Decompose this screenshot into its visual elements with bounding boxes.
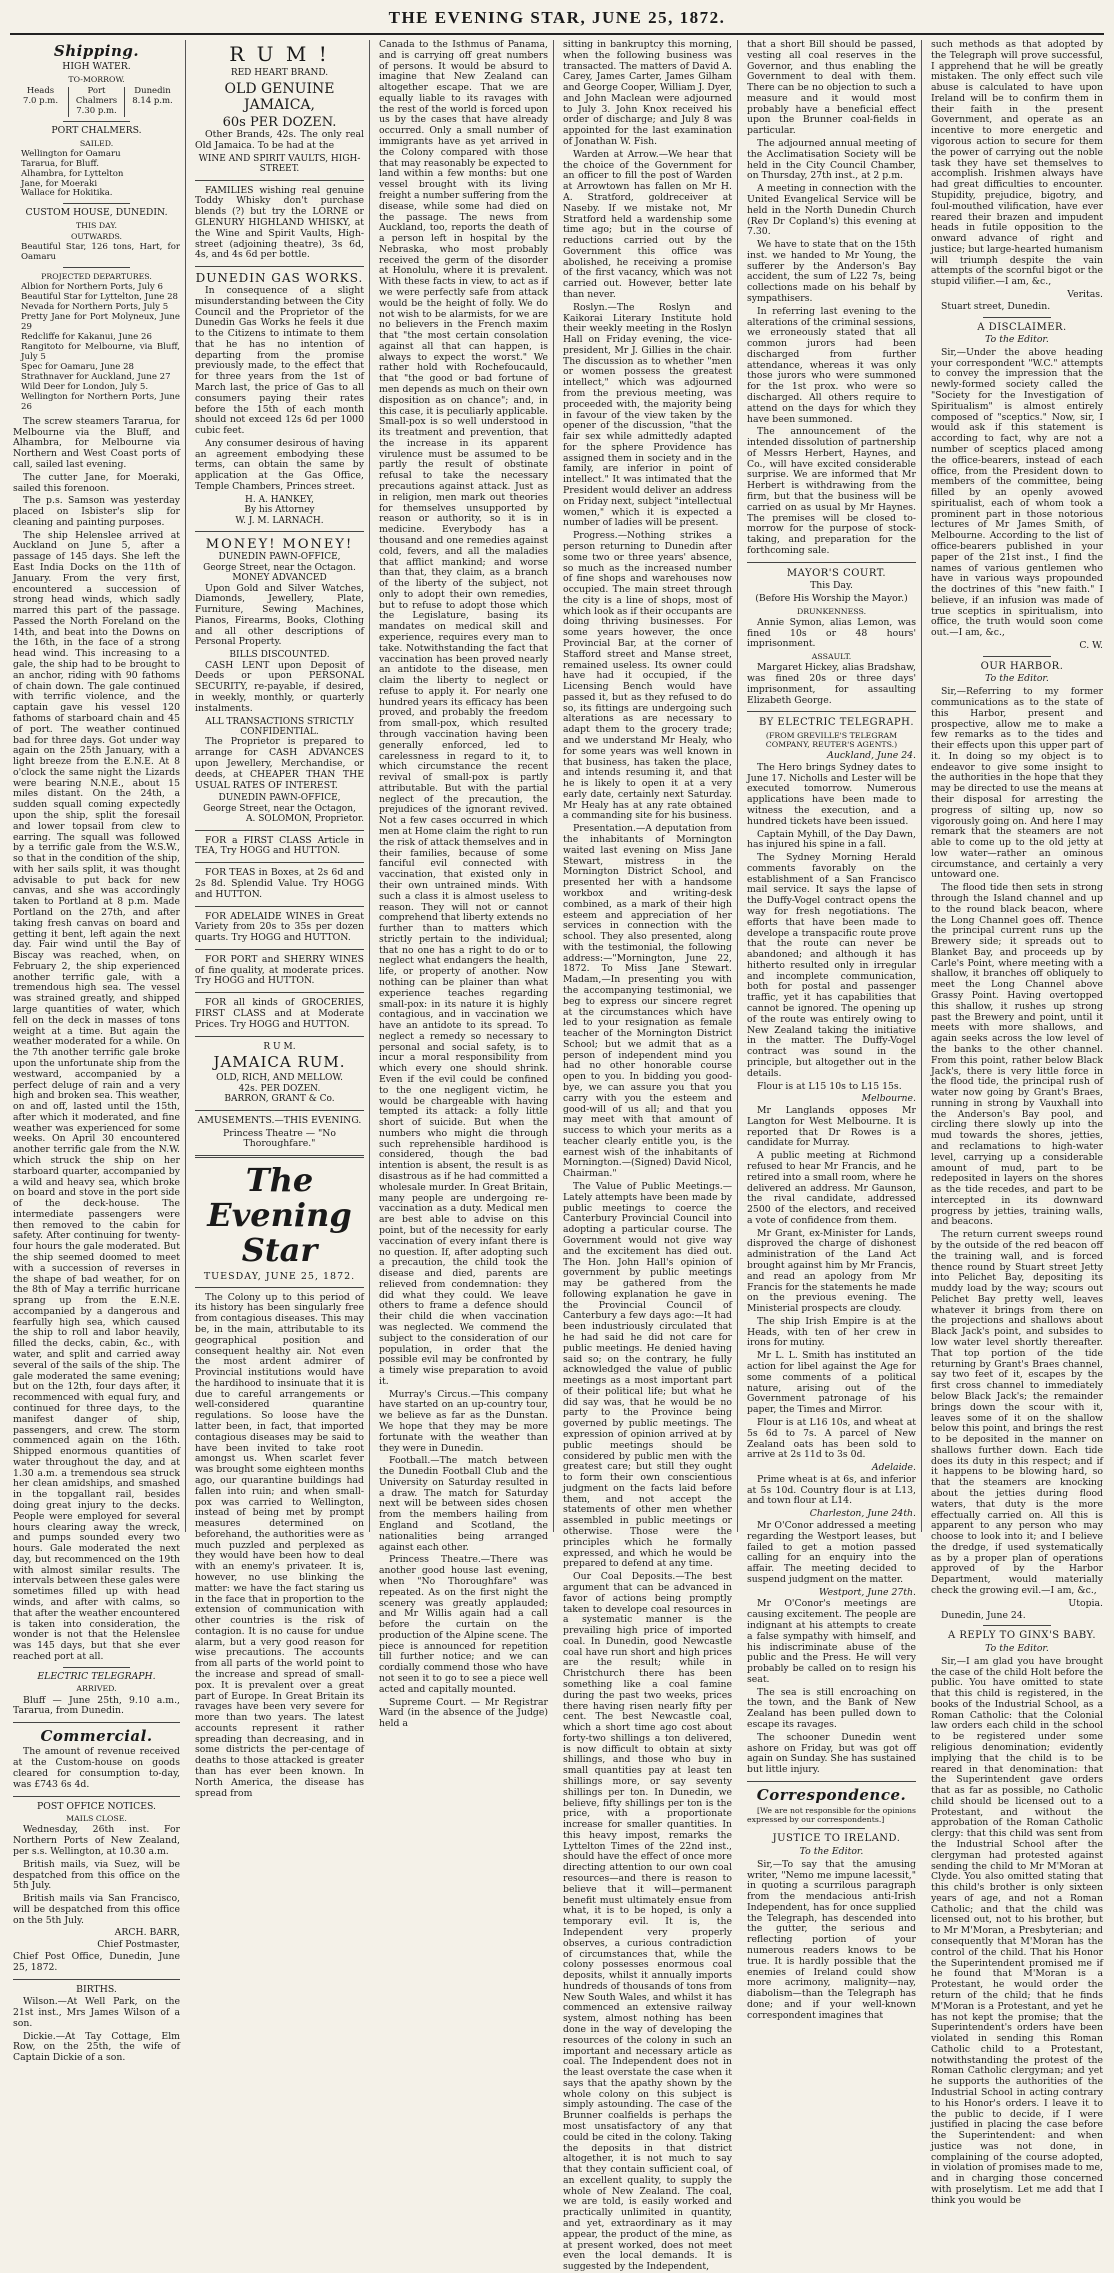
- divider: [195, 531, 364, 532]
- drunkenness-heading: DRUNKENNESS.: [796, 606, 867, 616]
- list-item: Wellington for Northern Ports, June 26: [21, 391, 180, 412]
- signature: Utopia.: [1068, 1597, 1103, 1609]
- divider: [13, 1979, 180, 1980]
- signature: BARRON, GRANT & Co.: [224, 1094, 335, 1105]
- list-item: Wallace for Hokitika.: [21, 188, 113, 199]
- dateline: Westport, June 27th.: [818, 1586, 916, 1598]
- telegram: Flour is at L16 10s, and wheat at 5s 6d to 7s. A parcel of New Zealand oats has been sold to arrive at 2s 11d to 3s 0d.: [747, 1416, 916, 1461]
- masthead: [0, 0, 1114, 36]
- tide-table: [13, 87, 180, 117]
- divider: [747, 711, 916, 712]
- letter-heading: OUR HARBOR.: [980, 660, 1064, 672]
- money-text: Upon Gold and Silver Watches, Diamonds, Jewellery, Plate, Furniture, Sewing Machines, Pianos, Firearms, Books, Clothing and all other descriptions of Personal Property.: [195, 582, 364, 648]
- signature: Chief Postmaster,: [97, 1939, 180, 1951]
- divider: [195, 1155, 364, 1158]
- news-paragraph: that a short Bill should be passed, vesting all coal reserves in the Governor, and thus enabling the Government to deal with them. There can be no objection to such a measure and it would most probably have a beneficial effect upon the Brunner coal-fields in particular.: [747, 39, 916, 137]
- shipping-paragraph: The cutter Jane, for Moeraki, sailed this forenoon.: [13, 471, 180, 494]
- list-item: Strathnaver for Auckland, June 27: [21, 371, 171, 382]
- divider: [63, 203, 130, 204]
- this-day-label: This Day.: [810, 580, 853, 592]
- divider: [63, 267, 130, 268]
- signature: Veritas.: [1067, 288, 1103, 300]
- gas-text: Any consumer desirous of having an agreement embodying these terms, can obtain the same by application at the Gas Office, Temple Chambers, Princes street.: [195, 437, 364, 493]
- whisky-advert: FAMILIES wishing real genuine Toddy Whisky don't purchase blends (?) but try the LORNE or GLENURY HIGHLAND WHISKY, at the Wine and Spirit Vaults, High-street (adjoining theatre), 3s 6d, 4s, and 4s 6d per bottle.: [195, 184, 364, 261]
- money-advert: [195, 537, 364, 825]
- electric-telegraph-heading: BY ELECTRIC TELEGRAPH.: [758, 717, 915, 729]
- letter-text-continued: such methods as that adopted by the Telegraph will prove successful, I apprehend that he will be greatly mistaken. The only effect such vile abuse is calculated to have upon Ireland will be to confirm them in their faith in the present Government, and operate as an incentive to more energetic and vigorous action to secure for them the power of carrying out the noble task they have set themselves to accomplish. Irishmen always have had great difficulties to encounter. Stupidity, prejudice, bigotry, and foul-mouthed vilification, have ever reared their brazen and impudent heads in futile opposition to the onward advance of right and justice; but large-hearted humanism will triumph despite the vain attempts of the scornful bigot or the stupid vilifier.—I am, &c.,: [931, 39, 1103, 288]
- tide-dunedin: [124, 87, 180, 117]
- port-chalmers-heading: PORT CHALMERS.: [51, 124, 142, 136]
- outwards-label: OUTWARDS.: [70, 232, 123, 242]
- news-paragraph: Supreme Court. — Mr Registrar Ward (in the absence of the Judge) held a: [379, 1696, 548, 1730]
- sailed-label: SAILED.: [79, 138, 114, 148]
- rum-title: OLD GENUINE JAMAICA,: [224, 80, 335, 113]
- arrived-label: ARRIVED.: [76, 1684, 117, 1694]
- hogg-advert: FOR TEAS in Boxes, at 2s 6d and 2s 8d. Splendid Value. Try HOGG and HUTTON.: [195, 867, 364, 900]
- rum-heading: R U M !: [229, 42, 330, 66]
- news-paragraph: Presentation.—A deputation from the inhabitants of Mornington waited last evening on Miss Jane Stewart, mistress in the Mornington District School, and presented her with a handsome workbox and writing-desk combined, as a mark of their high esteem and appreciation of her services in connection with the school. They also presented, along with the testimonial, the following address:—"Mornington, June 22, 1872. To Miss Jane Stewart. Madam,—In presenting you with the accompanying testimonial, we beg to express our sincere regret at the circumstances which have led to your resignation as female teacher of the Mornington District School; but we admit that as a person of independent mind you had no other honorable course open to you. In bidding you good-bye, we can assure you that you carry with you the esteem and good-will of us all; and that you may meet with that amount of success to which your merits as a teacher clearly entitle you, is the earnest wish of the inhabitants of Mornington.—(Signed) David Nicol, Chairman.": [563, 823, 732, 1180]
- signature-place: Chief Post Office, Dunedin, June 25, 1872.: [13, 1950, 180, 1973]
- column-rule: [553, 40, 554, 1532]
- list-item: Wellington for Oamaru: [21, 148, 121, 159]
- masthead-title: THE EVENING STAR, JUNE 25, 1872.: [388, 8, 726, 27]
- tide-time: 7.30 p.m.: [76, 105, 117, 116]
- list-item: Rangitoto for Melbourne, via Bluff, July 5: [21, 342, 180, 363]
- list-item: Redcliffe for Kakanui, June 26: [21, 332, 152, 343]
- news-paragraph: The adjourned annual meeting of the Acclimatisation Society will be held in the City Council Chamber, on Thursday, 27th inst., at 2 p.m.: [747, 138, 916, 182]
- high-water-heading: HIGH WATER.: [62, 61, 131, 73]
- telegram: The ship Irish Empire is at the Heads, with ten of her crew in irons for mutiny.: [747, 1315, 916, 1349]
- letter-text: The return current sweeps round by the outside of the red beacon off the training wall, and is forced thence round by Stuart street Jetty into Pelichet Bay, depositing its muddy load by the way; scours out Pelichet Bay pretty well, leaves whatever it brings from there on the projections and shallows about Black Jack's point, and subsides to low water level shortly thereafter. That top portion of the tide returning by Grant's Braes channel, say two feet of it, escapes by the first cross channel to immediately below Black Jack's; the remainder brings down the scour with it, leaves some of it on the shallow below this point, and brings the rest to be deposited in the manner on shallows further down. Each tide does its duty in this respect; and if it happens to be blowing hard, so that the steamers are knocking about the jetties during flood waters, that duty is the more effectually carried on. All this is apparent to any person who may choose to look into it; and I believe the dredge, if used systematically as by a proper plan of operations approved of by the Harbor Department, would materially check the growing evil.—I am, &c.,: [931, 1229, 1103, 1596]
- dateline: Melbourne.: [861, 1093, 916, 1105]
- court-item: Annie Symon, alias Lemon, was fined 10s or 48 hours' imprisonment.: [747, 616, 916, 650]
- leader-article: The Colony up to this period of its history has been singularly free from contagious diseases. This may be, in the main, attributable to its geographical position and consequent healthy air. Not even the most ardent admirer of Provincial institutions would have the hardihood to insinuate that it is due to careful arrangements or well-considered quarantine regulations. So loose have the latter been, in fact, that imported contagious diseases may be said to have been invited to take root amongst us. When scarlet fever was brought some eighteen months ago, our quarantine buildings had fallen into ruin; and when small-pox was carried to Wellington, instead of being met by prompt measures determined on beforehand, the authorities were as much puzzled and perplexed as they would have been how to deal with an enemy's privateer. It is, however, no use blinking the matter: we have the fact staring us in the face that in proportion to the extension of communication with other countries is the risk of contagion. It is no cause for undue alarm, but a very good reason for wise precautions. The accounts from all parts of the world point to the increase and spread of small-pox. It is prevalent over a great part of Europe. In Great Britain its ravages have been very severe for more than two years. The latest accounts represent it rather spreading than decreasing, and in some districts the per-centage of deaths to those attacked is greater than has ever been known. In North America, the disease has spread from: [195, 1291, 364, 1799]
- arrived-item: Bluff — June 25th, 9.10 a.m., Tararua, from Dunedin.: [13, 1694, 180, 1717]
- dateline: Adelaide.: [871, 1462, 916, 1474]
- rum-vaults: WINE AND SPIRIT VAULTS, HIGH-STREET.: [198, 153, 361, 175]
- column-2: [190, 40, 369, 1799]
- column-rule: [737, 40, 738, 1532]
- list-item: Jane, for Moeraki: [21, 178, 98, 189]
- divider: [13, 1722, 180, 1723]
- rum-price: 60s PER DOZEN.: [222, 115, 337, 131]
- tide-place: Port Chalmers: [75, 86, 118, 107]
- pawn-address: George Street, near the Octagon,: [203, 803, 356, 814]
- list-item: Spec for Oamaru, June 28: [21, 362, 135, 372]
- column-rule: [369, 40, 370, 1532]
- news-paragraph: Murray's Circus.—This company have started on an up-country tour, we believe as far as the Dunstan. We hope that they may be more fortunate with the weather than they were in Dunedin.: [379, 1388, 548, 1454]
- signature: H. A. HANKEY,: [245, 494, 314, 505]
- rum-advert: [195, 43, 364, 175]
- news-paragraph: Our Coal Deposits.—The best argument that can be advanced in favor of actions being promptly taken to develope coal resources in a systematic manner is the prevailing high price of imported coal. In Dunedin, good Newcastle coal have run short and high prices are the result; while in Christchurch there has been something like a coal famine during the past two weeks, prices there having risen nearly fifty per cent. The best Newcastle coal, which a short time ago cost about forty-two shillings a ton delivered, is now difficult to obtain at sixty shillings, and those who buy in small quantities pay at least ten shillings more, or say seventy shillings per ton. In Dunedin, we believe, fifty shillings per ton is the price, with a proportionate increase for smaller quantities. In this heavy impost, remarks the Lyttelton Times of the 22nd inst., should have the effect of once more directing attention to our own coal resources—and there is reason to believe that it will—permanent benefit must ultimately ensue from what, it is to be hoped, is only a temporary evil. It is, the Independent very properly observes, a curious contradiction of circumstances that, while the colony possesses enormous coal deposits, whilst it annually imports hundreds of thousands of tons from New South Wales, and whilst it has commenced an extensive railway system, almost nothing has been done in the way of developing the resources of the colony in such an important and necessary article as coal. The Independent does not in the least overstate the case when it says that the apathy shown by the whole colony on this subject is simply astounding. The case of the Brunner coalfields is perhaps the most unsatisfactory of any that could be cited in the colony. Taking the deposits in that district altogether, it is not much to say that they contain sufficient coal, of an excellent quality, to supply the whole of New Zealand. The coal, we are told, is easily worked and practically unlimited in quantity, and yet, extraordinary as it may appear, the product of the mine, as at present worked, does not meet even the local demands. It is suggested by the Independent,: [563, 1571, 732, 2273]
- correspondence-note: [We are not responsible for the opinions expressed by our correspondents.]: [747, 1806, 916, 1825]
- tomorrow-label: TO-MORROW.: [68, 75, 125, 85]
- birth-notice: Dickie.—At Tay Cottage, Elm Row, on the 25th, the wife of Captain Dickie of a son.: [13, 2030, 180, 2064]
- court-item: Margaret Hickey, alias Bradshaw, was fined 20s or three days' imprisonment, for assaulting Elizabeth George.: [747, 662, 916, 706]
- shipping-paragraph: The p.s. Samson was yesterday placed on Isbister's slip for cleaning and painting purposes.: [13, 495, 180, 528]
- paper-date: TUESDAY, JUNE 25, 1872.: [203, 1270, 356, 1282]
- list-item: Pretty Jane for Port Molyneux, June 29: [21, 312, 180, 333]
- post-office-paragraph: British mails, via Suez, will be despatched from this office on the 5th July.: [13, 1858, 180, 1892]
- telegram: Mr O'Conor addressed a meeting regarding the Westport leases, but failed to get a motion passed calling for an enquiry into the affair. The meeting decided to suspend judgment on the matter.: [747, 1519, 916, 1585]
- list-item: Beautiful Star, 126 tons, Hart, for Oamaru: [21, 242, 180, 263]
- correspondence-heading: Correspondence.: [756, 1785, 907, 1804]
- letter-text: Sir,—To say that the amusing writer, "Nemo me impune lacessit," in quoting a scurrilous paragraph from the mendacious anti-Irish Independent, has for once supplied the Telegraph, has descended into the gutter, the serious and reflecting portion of your numerous readers knows to be true. It is hardly possible that the enemies of Ireland could show more acrimony, malignity—nay, diabolism—than the Telegraph has done; and if your well-known correspondent imagines that: [747, 1858, 916, 2021]
- divider: [195, 266, 364, 267]
- divider: [983, 317, 1052, 318]
- to-editor: To the Editor.: [799, 1845, 864, 1857]
- list-item: Nevada for Northern Ports, July 5: [21, 302, 169, 313]
- letter-text: The flood tide then sets in strong through the Island channel and up to the round black beacon, where the Long Channel goes off. Thence the principal current runs up the Brewery side; it spreads out to Blanket Bay, and proceeds up by Carle's Point, where meeting with a shallow, it branches off obliquely to meet the Long Channel above Grassy Point. Having overtopped this shallow, it rushes up strong past the Brewery and point, until it meets with more shallows, and again seeks across the low level of the banks to the other channel. From this point, rather below Black Jack's, there is very little force in the flood tide, the principal rush of water now going by Grant's Braes, running in strong by Vauxhall into the Anderson's Bay pool, and circling there slowly up into the mud towards the shores, jetties, and reclamations to high-water level, carrying up a considerable amount of mud, part to be redeposited in layers on the shores as the tide recedes, and part to be intercepted in its downward progress by jetties, training walls, and beacons.: [931, 882, 1103, 1228]
- news-paragraph: sitting in bankruptcy this morning, when the following business was transacted. The matters of David A. Carey, James Carter, James Gilham and George Cooper, William J. Dyer, and John Maclean were adjourned to July 3. John Knox received his order of discharge; and July 8 was appointed for the last examination of Jonathan W. Fish.: [563, 39, 733, 148]
- column-rule: [185, 40, 186, 1532]
- telegram: The sea is still encroaching on the town, and the Bank of New Zealand has been pulled down to escape its ravages.: [747, 1686, 916, 1731]
- divider: [13, 1796, 180, 1797]
- news-paragraph: Roslyn.—The Roslyn and Kaikorai Literary Institute hold their weekly meeting in the Roslyn Hall on Friday evening, the vice-president, Mr J. Gillies in the chair. The discussion as to whether "men or women possess the greatest intellect," which was adjourned from the previous meeting, was proceeded with, the majority being in favour of the view taken by the opener of the discussion, "that the fair sex while admittedly adapted for the sphere Providence has assigned them in society and in the family, are inferior in point of intellect." It was intimated that the President would deliver an address on Friday next, subject "intellectual women," which it is expected a number of ladies will be present.: [563, 301, 732, 529]
- telegram: Prime wheat is at 6s, and inferior at 5s 10d. Country flour is at L13, and town flour at L14.: [747, 1473, 916, 1507]
- gas-heading: DUNEDIN GAS WORKS.: [195, 271, 364, 286]
- divider: [195, 906, 364, 907]
- divider: [63, 1667, 130, 1668]
- births-heading: BIRTHS.: [76, 1983, 117, 1995]
- telegram: A public meeting at Richmond refused to hear Mr Francis, and he retired into a small room, where he delivered an address. Mr Gaunson, the rival candidate, addressed 2500 of the electors, and received a vote of confidence from them.: [747, 1150, 916, 1226]
- divider: [798, 1828, 866, 1829]
- divider: [195, 992, 364, 993]
- divider: [747, 562, 916, 563]
- mayors-court-heading: MAYOR'S COURT.: [786, 567, 887, 579]
- shipping-paragraph: The screw steamers Tararua, for Melbourne via the Bluff, and Alhambra, for Melbourne via Northern and West Coast ports of call, sailed last evening.: [13, 415, 180, 470]
- signature-place: Dunedin, June 24.: [941, 1609, 1026, 1621]
- hogg-advert: FOR a FIRST CLASS Article in TEA, Try HOGG and HUTTON.: [195, 834, 364, 857]
- telegram: Mr L. L. Smith has instituted an action for libel against the Age for some comments of a political nature, arising out of the Government patronage of his paper, the Times and Mirror.: [747, 1350, 916, 1416]
- signature: ARCH. BARR,: [114, 1927, 180, 1939]
- commercial-heading: Commercial.: [40, 1727, 153, 1746]
- telegram: Mr O'Conor's meetings are causing excitement. The people are indignant at his attempts to create a false sympathy with himself, and his indiscriminate abuse of the public and the Press. He will very probably be called on to resign his seat.: [747, 1598, 916, 1685]
- rum-price: 42s. PER DOZEN.: [238, 1083, 321, 1094]
- letter-heading: JUSTICE TO IRELAND.: [772, 1833, 901, 1845]
- column-5: [742, 39, 921, 2021]
- column-4: [558, 39, 737, 2273]
- news-paragraph: Princess Theatre.—There was another good house last evening, when "No Thoroughfare" was repeated. As on the first night the scenery was greatly applauded; and Mr Willis again had a call before the curtain on the production of the Alpine scene. The piece is announced for repetition till further notice; and we can cordially commend those who have not seen it to go to see a piece well acted and capitally mounted.: [379, 1554, 548, 1695]
- gas-text: In consequence of a slight misunderstanding between the City Council and the Proprietor of the Dunedin Gas Works he feels it due to the Citizens to intimate to them that he has no intention of departing from the promise previously made, to the effect that for three years from the 1st of March last, the price of Gas to all consumers paying their rates before the 15th of each month should not exceed 12s 6d per 1000 cubic feet.: [195, 284, 364, 437]
- signature: C. W.: [1079, 640, 1103, 651]
- pawn-office: DUNEDIN PAWN-OFFICE,: [218, 793, 341, 804]
- tide-place: Heads: [26, 86, 55, 97]
- divider: [983, 656, 1052, 657]
- telegram: The Hero brings Sydney dates to June 17. Nicholls and Lester will be executed tomorrow. Numerous applications have been made to witness the execution, and a hundred tickets have been issued.: [747, 761, 916, 827]
- telegram: Captain Myhill, of the Day Dawn, has injured his spine in a fall.: [747, 828, 916, 851]
- leader-article-continued: Canada to the Isthmus of Panama, and is carrying off great numbers of persons. It would be absurd to imagine that New Zealand can altogether escape. That we are equally liable to its ravages with the rest of the world is forced upon us by the cases that have already occurred. Only a small number of immigrants have as yet arrived in the Colony compared with those that may reasonably be expected to land within a few months: but one vessel brought with its living freight a number suffering from the disease, while some had died on the passage. The news from Auckland, too, reports the death of a person left in hospital by the Nebraska, who most probably received the germ of the disorder at Honolulu, where it is prevalent. With these facts in view, to act as if we were perfectly safe from attack would be the height of folly. We do not wish to be alarmists, for we are no believers in the French maxim that "the most certain consolation against all that can happen, is always to expect the worst." We rather hold with Rochefoucauld, that "the good or bad fortune of men depends as much on their own disposition as on chance"; and, in this case, it is peculiarly applicable. Small-pox is so well understood in its treatment and prevention, that the increase in its apparent virulence must be assumed to be partly the result of obstinate refusal to take the necessary precautions against attack. Just as in religion, men mark out theories for themselves unsupported by reason or authority, so it is in medicine. Everybody has a thousand and one remedies against cold, fevers, and all the maladies that afflict mankind; and worse than that, they claim, as a branch of the liberty of the subject, not only to adopt their own remedies, but to refuse to adopt those which the Legislature, basing its mandates on medical skill and experience, requires every man to take. Notwithstanding the fact that vaccination has been proved nearly an antidote to the disease, men claim the liberty to neglect or refuse to apply it. For nearly one hundred years its efficacy has been proved, and probably the freedom from small-pox, which resulted through vaccination having been generally enforced, led to carelessness in regard to it, to which circumstance the recent revival of small-pox is partly attributable. But with the partial neglect of the precaution, the prejudices of the ignorant revived. Not a few cases occurred in which men at Home claim the right to run the risk of attack themselves and in their families, because of some fanciful evil connected with vaccination, that existed only in their own untrained minds. With such a class it is almost useless to reason. They will not or cannot comprehend that liberty extends no further than to matters which strictly pertain to the individual; that no one has a right to do or to neglect what endangers the health, life, or property of another. Now nothing can be plainer than what experience teaches regarding small-pox: in its nature it is highly contagious, and in vaccination we have an antidote to its spread. To neglect a remedy so necessary to personal and social safety, is to incur a moral responsibility from which every one should shrink. Even if the evil could be confined to the one negligent victim, he would be chargeable with having tempted its attack: a folly little short of suicide. But when the numbers who might die through such reprehensible hardihood is considered, though the bad intention is absent, the result is as disastrous as if he had committed a wholesale murder. In Great Britain, many people are undergoing re-vaccination as a duty. Medical men are best able to advise on this point, but of the necessity for early vaccination of every infant there is no question. If, after adopting such a precaution, the child took the disease and died, parents are relieved from condemnation: they did what they could. We leave others to frame a defence should their child die when vaccination was neglected. We commend the subject to the consideration of our population, in order that the possible evil may be confronted by a timely wise preparation to avoid it.: [379, 39, 549, 1387]
- divider: [747, 1781, 916, 1782]
- before-label: (Before His Worship the Mayor.): [755, 593, 908, 605]
- hogg-advert: FOR PORT and SHERRY WINES of fine quality, at moderate prices. Try HOGG and HUTTON.: [195, 953, 364, 987]
- birth-notice: Wilson.—At Well Park, on the 21st inst., Mrs James Wilson of a son.: [13, 1996, 180, 2029]
- assault-heading: ASSAULT.: [811, 652, 852, 662]
- custom-house-heading: CUSTOM HOUSE, DUNEDIN.: [25, 207, 168, 219]
- news-paragraph: Warden at Arrow.—We hear that the choice of the Government for an officer to fill the post of Warden at Arrowtown has fallen on Mr H. A. Stratford, goldreceiver at Naseby. If we mistake not, Mr Stratford held a wardenship some time ago; but in the course of reductions carried out by the Government this office was abolished, he receiving a promise of the first vacancy, which was not carried out. However, better late than never.: [563, 148, 732, 300]
- money-advanced: MONEY ADVANCED: [232, 573, 327, 584]
- mails-close-label: MAILS CLOSE.: [66, 1814, 127, 1824]
- to-editor: To the Editor.: [985, 1642, 1049, 1654]
- amusements-item: Princess Theatre — "No Thoroughfare.": [223, 1127, 336, 1150]
- telegram: Mr Langlands opposes Mr Langton for West Melbourne. It is reported that Dr Rowes is a candidate for Murray.: [747, 1105, 916, 1149]
- divider: [195, 180, 364, 181]
- news-paragraph: The announcement of the intended dissolution of partnership of Messrs Herbert, Haynes, and Co., will have excited considerable surprise. We are informed that Mr Herbert is withdrawing from the firm, but that the business will be carried on as usual by Mr Haynes. The premises will be closed to-morrow for the purpose of stock-taking, and preparation for the forthcoming sale.: [747, 426, 916, 556]
- money-text: CASH LENT upon Deposit of Deeds or upon PERSONAL SECURITY, re-payable, if desired, in weekly, monthly, or quarterly instalments.: [195, 659, 364, 714]
- divider: [195, 1287, 364, 1288]
- amusements-heading: AMUSEMENTS.—THIS EVENING.: [197, 1114, 362, 1126]
- signature: A. SOLOMON, Proprietor.: [246, 814, 364, 825]
- hogg-advert: FOR all kinds of GROCERIES, FIRST CLASS and at Moderate Prices. Try HOGG and HUTTON.: [195, 997, 364, 1030]
- transactions-line: ALL TRANSACTIONS STRICTLY CONFIDENTIAL.: [205, 716, 354, 737]
- tide-port-chalmers: [68, 87, 124, 117]
- post-office-heading: POST OFFICE NOTICES.: [37, 1800, 156, 1812]
- electric-telegraph-heading: ELECTRIC TELEGRAPH.: [37, 1670, 156, 1682]
- masthead-rule: [10, 33, 1104, 35]
- this-day-label: THIS DAY.: [75, 221, 118, 231]
- news-paragraph: The Value of Public Meetings.—Lately attempts have been made by public meetings to coerce the Canterbury Provincial Council into adopting a particular course. The Government would not give way and the excitement has died out. The Hon. John Hall's opinion of government by public meetings may be gathered from the following explanation he gave in the Provincial Council of Canterbury a few days ago:—It had been industriously circulated that he had said he did not care for public meetings. He denied having said so; on the contrary, he fully acknowledged the value of public meetings as a most important part of their political life; but what he did say was, that he would be no party to the Province being governed by public meetings. The expression of opinion arrived at by public meetings should be considered by public men with the greatest care; but still they ought to form their own conscientious judgment on the facts laid before them, and not accept the statements of other men whether assembled in public meetings or otherwise. Those were the principles which he formally expressed, and which he would be prepared to defend at any time.: [563, 1181, 732, 1570]
- list-item: Albion for Northern Ports, July 6: [21, 282, 163, 293]
- column-rule: [921, 40, 922, 1532]
- paper-title: The Evening Star: [207, 1161, 352, 1270]
- news-paragraph: We have to state that on the 15th inst. we handed to Mr Young, the sufferer by the Anderson's Bay accident, the sum of L22 7s, being collections made on his behalf by sympathisers.: [747, 239, 916, 304]
- post-office-paragraph: Wednesday, 26th inst. For Northern Ports of New Zealand, per s.s. Wellington, at 10.30 a.m.: [13, 1824, 180, 1857]
- dateline: Charleston, June 24th.: [809, 1508, 916, 1520]
- to-editor: To the Editor.: [985, 673, 1049, 685]
- telegram: The Sydney Morning Herald comments favorably on the establishment of a San Francisco mail service. It says the lapse of the Duffy-Vogel contract opens the way for fresh negotiations. The efforts that have been made to develope a transpacific route prove that the route can never be abandoned; and although it has hitherto resulted only in irregular and incomplete communication, both for postal and passenger traffic, yet it has capabilities that cannot be ignored. The opening up of the route was entirely owing to New Zealand taking the initiative in the matter. The Duffy-Vogel contract was sound in the principle, but altogether out in the details.: [747, 852, 916, 1079]
- letter-text: Sir,—Referring to my former communications as to the state of this Harbor, present and prospective, allow me to make a few remarks as to the tides and their effects upon this upper part of it. In doing so my object is to endeavor to give some insight to the authorities in the hope that they may be directed to use the means at their disposal for arresting the progress of silting up, now so vigorously going on. And here I may remark that the steamers are not able to come up to the old jetty at low water—rather an ominous circumstance, and certainly a very untoward one.: [931, 686, 1103, 881]
- hogg-advert: FOR ADELAIDE WINES in Great Variety from 20s to 35s per dozen quarts. Try HOGG and HUTTON.: [195, 910, 364, 944]
- telegram: Flour is at L15 10s to L15 15s.: [757, 1080, 902, 1092]
- pawn-office: DUNEDIN PAWN-OFFICE,: [218, 552, 341, 563]
- rum-brand: RED HEART BRAND.: [230, 68, 329, 79]
- telegraph-source: (FROM GREVILLE'S TELEGRAM COMPANY, REUTER'S AGENTS.): [765, 731, 898, 750]
- money-text: The Proprietor is prepared to arrange for CASH ADVANCES upon Jewellery, Merchandise, or deeds, at CHEAPER THAN THE USUAL RATES OF INTEREST.: [195, 736, 364, 791]
- letter-text: Sir,—I am glad you have brought the case of the child Holt before the public. You have omitted to state that this child is registered, in the books of the Industrial School, as a Roman Catholic: that the Colonial law orders each child in the school to be registered under some religious denomination; evidently implying that the child is to be reared in that denomination: that the Superintendent gave orders that as far as possible, no Catholic child should be licensed out to a Protestant, and without the approbation of the Roman Catholic clergy: that this child was sent from the Industrial School after the clergyman had protested against sending the child to Mr M'Moran at Clyde. You also omitted stating that this child's brother is only sixteen years of age, and not a Roman Catholic; and that the child was licensed out, not to his brother, but to Mr M'Moran, a Presbyterian; and consequently that M'Moran has the control of the child. That his Honor the Superintendent promised me if he found that M'Moran is a Protestant, he would order the return of the child; that he finds M'Moran is a Protestant, and yet he has not kept the promise; that the Superintendent's orders have been violated in sending this Roman Catholic child to a Protestant, notwithstanding the protest of the Roman Catholic clergyman; and yet he supports the authorities of the Industrial School in acting contrary to his Honor's orders. I leave it to the public to decide, if I were justified in placing the case before the Superintendent: and when justice was not done, in complaining of the course adopted, in violation of promises made to me, and in charging those concerned with proselytism. Let me add that I think you would be: [931, 1655, 1103, 2206]
- telegram: The schooner Dunedin went ashore on Friday, but was got off again on Sunday. She has sustained but little injury.: [747, 1731, 916, 1776]
- letter-text: Sir,—Under the above heading your correspondent "W.C." attempts to convey the impression that the newly-formed society called the "Society for the Investigation of Spiritualism" is almost entirely composed of "sceptics." Now, sir, I would ask if this statement is according to fact, why are not a number of sceptics placed among the office-bearers, instead of each office, from the President down to members of the committee, being filled by an openly avowed spiritualist, each of whom took a prominent part in those notorious lectures of Mr James Smith, of Melbourne. According to the list of office-bearers published in your paper of the 21st inst., I find the names of various gentlemen who have in various ways propounded the doctrines of this "new faith." I believe, if an infusion was made of true sceptics in spiritualism, into office, the truth would soon come out.—I am, &c.,: [931, 346, 1103, 639]
- list-item: Tararua, for Bluff.: [21, 158, 99, 169]
- column-6: [926, 39, 1108, 2206]
- divider: [63, 121, 130, 122]
- jamaica-rum-advert: [195, 1042, 364, 1105]
- tide-place: Dunedin: [134, 86, 171, 97]
- tide-time: 8.14 p.m.: [132, 96, 173, 107]
- signature: By his Attorney: [244, 505, 315, 516]
- divider: [983, 1625, 1052, 1626]
- news-paragraph: In referring last evening to the alterations of the criminal sessions, we erroneously stated that all common jurors had been discharged from further attendance, whereas it was only those jurors who were summoned for the 1st prox. who were so discharged. All others require to attend on the days for which they have been summoned.: [747, 305, 916, 425]
- rum-description: OLD, RICH, AND MELLOW.: [216, 1073, 343, 1084]
- list-item: Beautiful Star for Lyttelton, June 28: [21, 292, 178, 303]
- tide-heads: [13, 87, 68, 117]
- letter-heading: A REPLY TO GINX'S BABY.: [947, 1630, 1097, 1642]
- divider: [195, 830, 364, 831]
- list-item: Wild Deer for London, July 5.: [21, 381, 149, 392]
- sailed-list: [13, 150, 180, 200]
- tide-time: 7.0 p.m.: [22, 96, 59, 107]
- column-3: [374, 39, 553, 1730]
- rum-title: JAMAICA RUM.: [213, 1053, 346, 1072]
- news-paragraph: A meeting in connection with the United Evangelical Service will be held in the North Dunedin Church (Rev Dr Copland's) this evening at 7.30.: [747, 183, 916, 238]
- divider: [195, 949, 364, 950]
- list-item: Alhambra, for Lyttelton: [21, 168, 124, 179]
- rum-heading: R U M.: [263, 1041, 296, 1052]
- divider: [195, 862, 364, 863]
- bills-discounted: BILLS DISCOUNTED.: [229, 650, 330, 661]
- letter-heading: A DISCLAIMER.: [977, 321, 1067, 333]
- dateline: Auckland, June 24.: [827, 750, 916, 762]
- news-paragraph: Progress.—Nothing strikes a person returning to Dunedin after some two or three years' absence, so much as the increased number of fine shops and warehouses now occupied. The main street through the city is a line of shops, most of which look as if their occupants are doing thriving businesses. For some years however, the once Provincial Bar, at the corner of Stafford street and Manse street, remained useless. Its owner could have had it occupied, if the Licensing Bench would have passed it, but as they refused to do so, its fittings are undergoing such alterations as are necessary to adapt them to the grocery trade; and we understand Mr Healy, who for some years was well known in that business, has taken the place, and intends resuming it, and that he is likely to open it at a very early date, certainly next Saturday. Mr Healy has at any rate obtained a commanding site for his business.: [563, 530, 733, 822]
- gas-advert: [195, 272, 364, 526]
- shipping-heading: Shipping.: [53, 42, 140, 60]
- divider: [195, 1110, 364, 1111]
- divider: [195, 1036, 364, 1037]
- rum-text: Other Brands, 42s. The only real Old Jamaica. To be had at the: [195, 129, 364, 151]
- signature: W. J. M. LARNACH.: [235, 515, 324, 526]
- commercial-paragraph: The amount of revenue received at the Custom-house on goods cleared for consumption to-day, was £743 6s 4d.: [13, 1746, 180, 1790]
- outwards-list: [13, 243, 180, 263]
- shipping-paragraph: The ship Helenslee arrived at Auckland on June 5, after a passage of 145 days. She left the East India Docks on the 11th of January. From the very first, encountered a succession of strong head winds, which sadly marred this part of the passage. Passed the North Foreland on the 14th, and beat into the Downs on the 16th, in the face of a strong head wind. This increasing to a gale, the ship had to be brought to an anchor, riding with 90 fathoms of chain down. The gale continued with terrific violence, and the captain gave his vessel 120 fathoms of starboard chain and 45 of port. The weather continued bad for three days. Got under way again on the 25th January, with a light breeze from the E.N.E. At 8 o'clock the same night the Lizards were bearing N.N.E., about 15 miles distant. On the 24th, a sudden squall coming expectedly upon the ship, split the foresail and lower topsail from clew to earring. The squall was followed by a terrific gale from the W.S.W., so that in the condition of the ship, with her sails split, it was thought advisable to put back for new canvas, and she was accordingly taken to Portland at 8 p.m. Made Portland on the 27th, and after taking fresh canvas on board and getting it bent, left again the next day. Fair wind until the Bay of Biscay was reached, when, on February 2, the ship experienced another terrific gale, with a tremendous high sea. The vessel was strained greatly, and shipped large quantities of water, which fell on the deck in masses of tons weight at a time. But again the weather moderated for a while. On the 7th another terrific gale broke upon the unfortunate ship from the westward, accompanied by a perfect deluge of rain and a very high and broken sea. This weather, on and off, lasted until the 15th, after which it moderated, and fine weather was experienced for some weeks. On April 30 encountered another terrific gale from the N.W. which struck the ship on her starboard quarter, accompanied by a wild and heavy sea, which broke on board and stove in the port side of the deck-house. The intermediate passengers were then removed to the cabin for safety. After continuing for twenty-four hours the gale moderated. But the ship seemed doomed to meet with a succession of reverses in the shape of bad weather, for on the 8th of May a terrific hurricane sprang up from the E.N.E. accompanied by a dangerous and fearfully high sea, which caused the ship to roll and labor heavily, filled the decks, cabin, &c., with water, and split and carried away several of the sails of the ship. The gale moderated the same evening; but on the 12th, four days after, it recommenced with equal fury, and continued for three days, to the manifest danger of ship, passengers, and crew. The storm commenced again on the 16th. Shipped enormous quantities of water throughout the day, and at 1.30 a.m. a tremendous sea struck her clean amidships, and smashed in the topgallant rail, besides doing great injury to the decks. People were employed for several hours clearing away the wreck, and pumps sounded every two hours. Gale moderated the next day, but recommenced on the 19th with almost similar results. The intervals between these gales were sometimes filled up with head winds, and after with calms, so that after the weather encountered is taken into consideration, the wonder is not that the Helenslee was 145 days, but that she ever reached port at all.: [13, 529, 180, 1662]
- post-office-paragraph: British mails via San Francisco, will be despatched from this office on the 5th July.: [13, 1893, 180, 1926]
- signature-place: Stuart street, Dunedin.: [941, 300, 1051, 312]
- projected-label: PROJECTED DEPARTURES.: [41, 272, 152, 282]
- telegram: Mr Grant, ex-Minister for Lands, disproved the charge of dishonest administration of the Land Act brought against him by Mr Francis, and read an apology from Mr Francis for the statements he made on the previous evening. The Ministerial prospects are cloudy.: [747, 1227, 916, 1315]
- to-editor: To the Editor.: [985, 334, 1049, 346]
- news-paragraph: Football.—The match between the Dunedin Football Club and the University on Saturday resulted in a draw. The match for Saturday next will be between sides chosen from the members hailing from England and Scotland, the nationalities being arranged against each other.: [379, 1455, 548, 1553]
- column-1: [8, 40, 185, 2064]
- projected-list: [13, 283, 180, 413]
- money-heading: MONEY! MONEY!: [205, 537, 354, 553]
- pawn-address: George Street, near the Octagon.: [203, 562, 356, 573]
